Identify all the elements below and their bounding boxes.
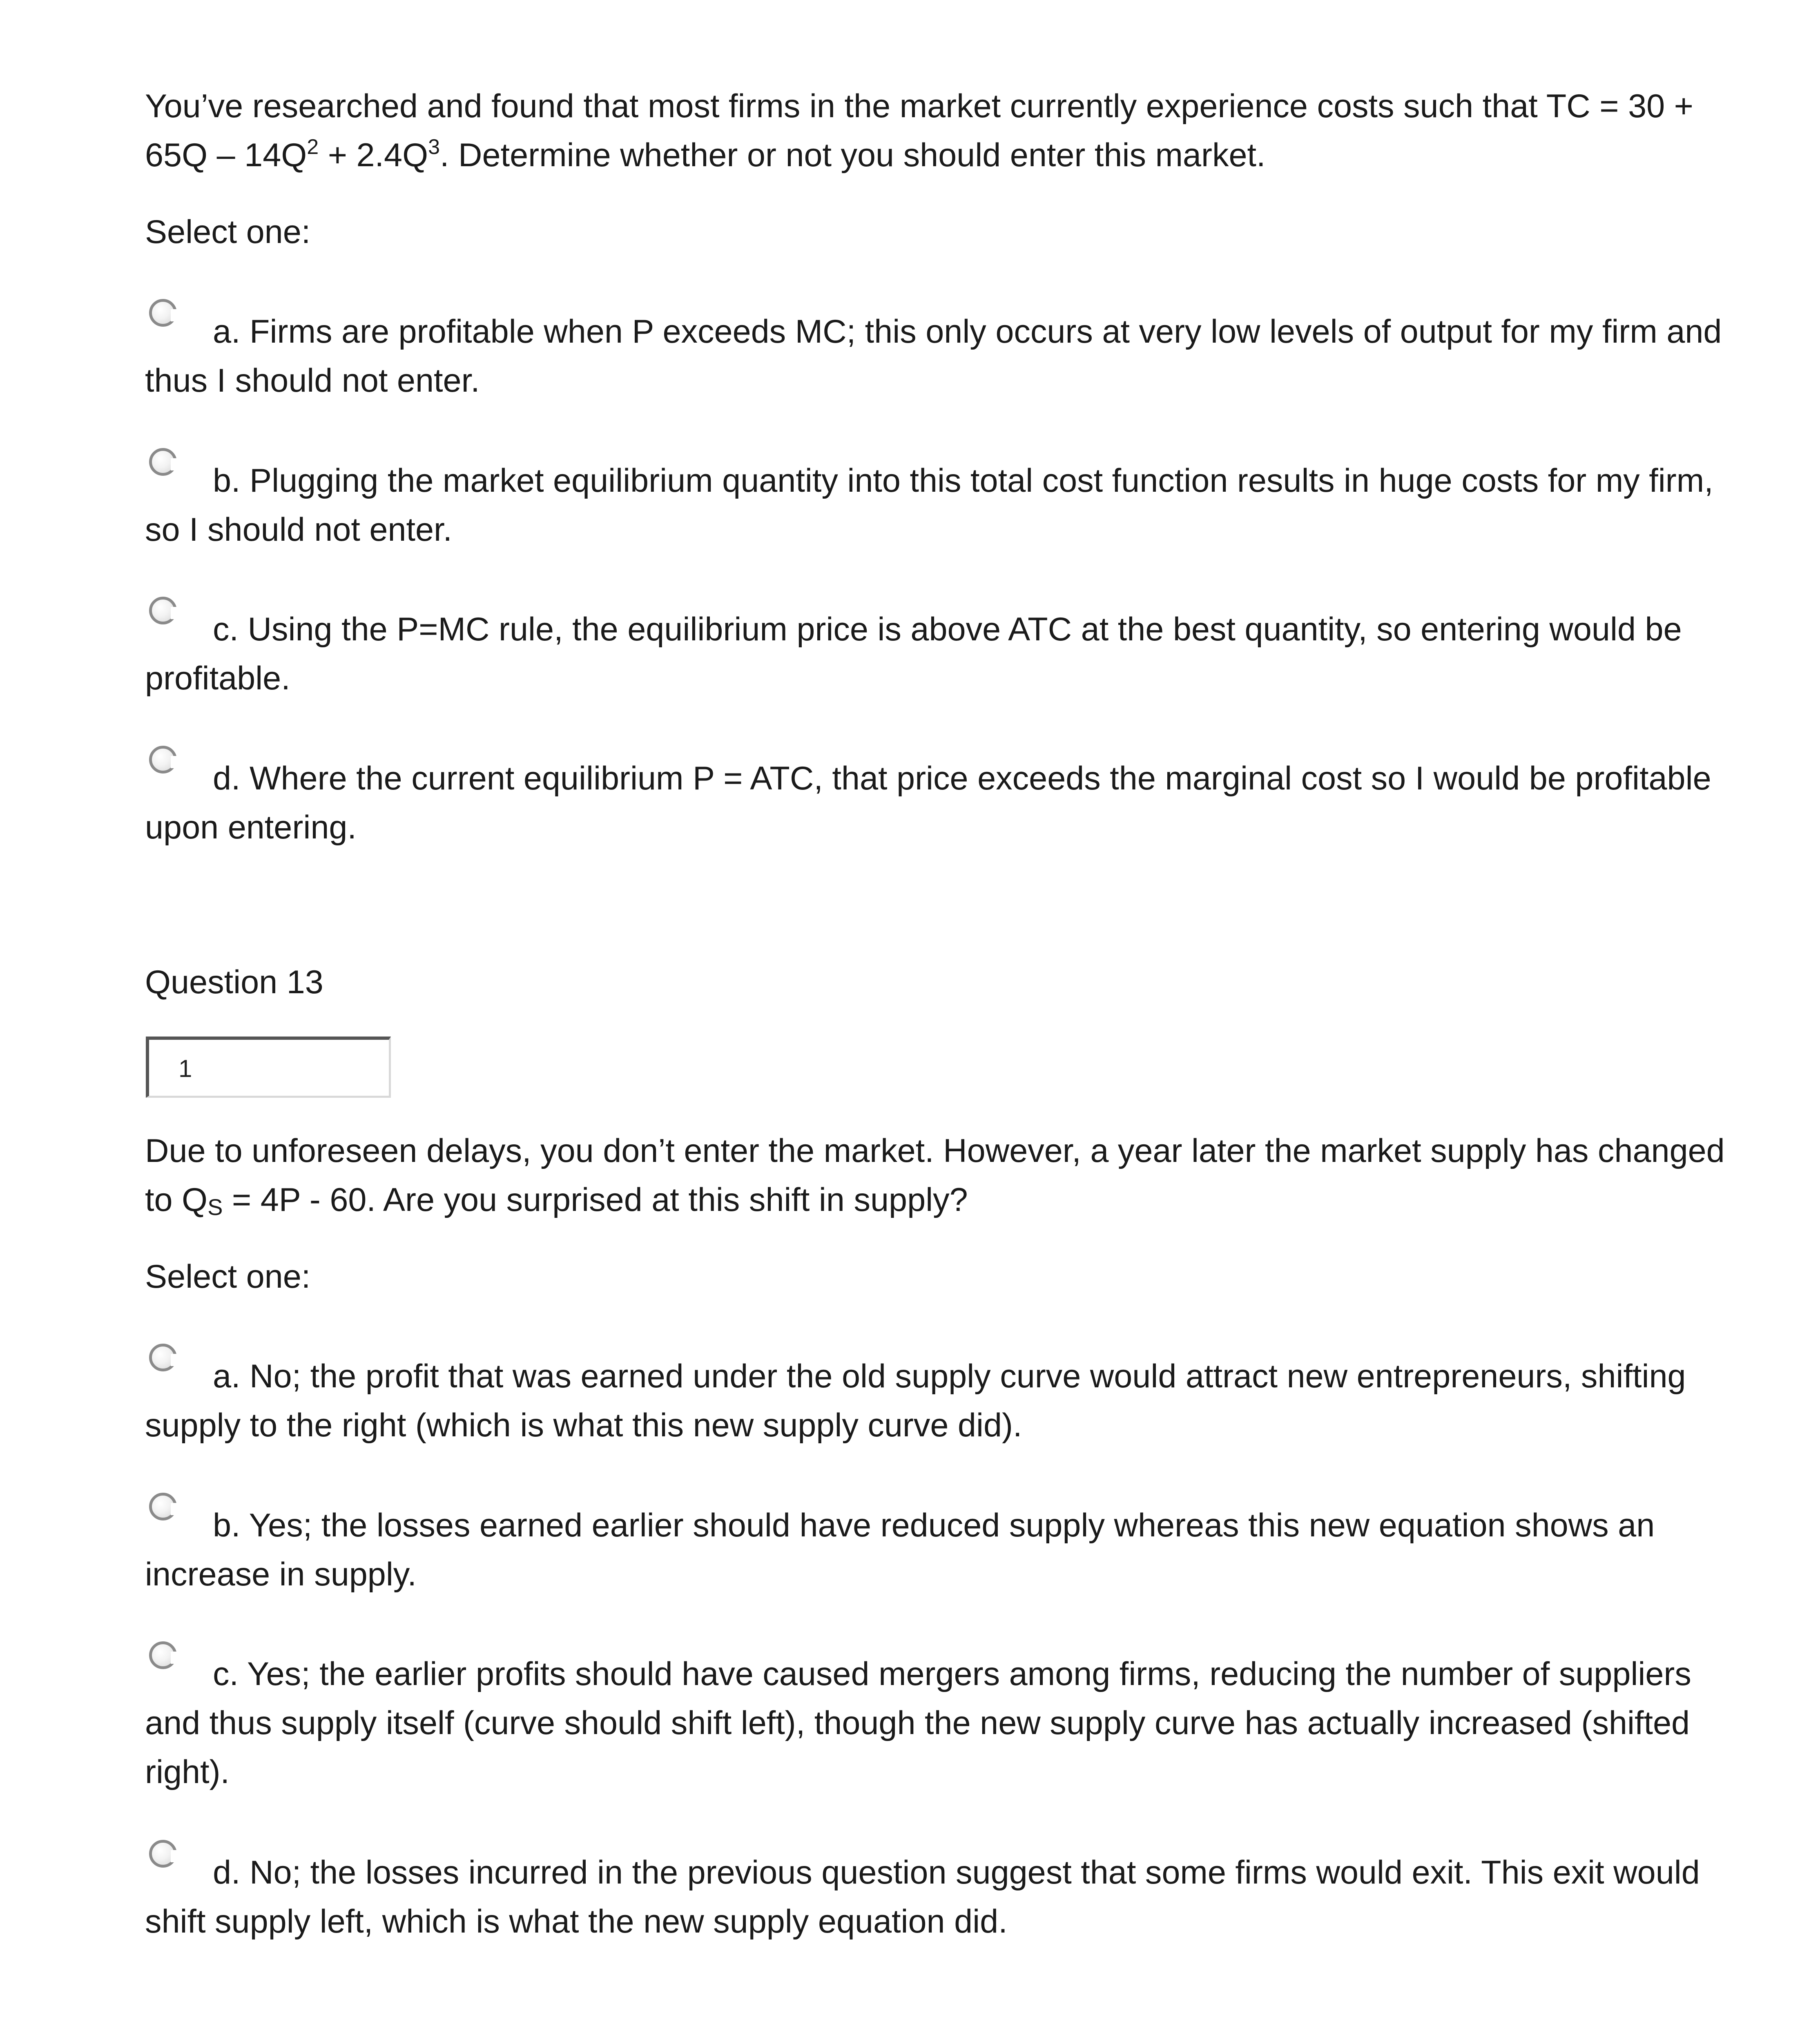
q13-option-a-text[interactable]: a. No; the profit that was earned under the old supply curve would attract new entrepreneurs, shifting supply to the right (which is what this new supply curve did). bbox=[145, 1358, 1686, 1444]
question-13-select-label: Select one: bbox=[145, 1258, 311, 1295]
question-13-answer-box[interactable] bbox=[146, 1037, 391, 1098]
question-12-select-label: Select one: bbox=[145, 214, 311, 250]
q12-option-a-text[interactable]: a. Firms are profitable when P exceeds MC; this only occurs at very low levels of output for my firm and thus I should not enter. bbox=[145, 313, 1722, 399]
q12-option-c-text[interactable]: c. Using the P=MC rule, the equilibrium price is above ATC at the best quantity, so entering would be profitable. bbox=[145, 611, 1682, 697]
question-12-prompt: You’ve researched and found that most firms in the market currently experience costs such that TC = $30 + 65Q - 14Q^2 + 2.4Q^3$. Determine whether or not you should enter this market. bbox=[145, 88, 1693, 174]
q13-option-d-text[interactable]: d. No; the losses incurred in the previous question suggest that some firms would exit. This exit would shift supply left, which is what the new supply equation did. bbox=[145, 1854, 1700, 1940]
q13-option-b-text[interactable]: b. Yes; the losses earned earlier should have reduced supply whereas this new equation shows an increase in supply. bbox=[145, 1507, 1655, 1593]
question-13-answer-value: 1 bbox=[178, 1055, 192, 1082]
q13-option-c-text[interactable]: c. Yes; the earlier profits should have caused mergers among firms, reducing the number of suppliers and thus supply itself (curve should shift left), though the new supply curve has actually increased (shifted right). bbox=[145, 1656, 1691, 1790]
question-13-heading: Question 13 bbox=[145, 964, 323, 1001]
q12-option-d-text[interactable]: d. Where the current equilibrium P = ATC, that price exceeds the marginal cost so I would be profitable upon entering. bbox=[145, 760, 1711, 846]
question-13-prompt: Due to unforeseen delays, you don’t enter the market. However, a year later the market supply has changed to QS = 4P - 60. Are you surprised at this shift in supply? bbox=[145, 1132, 1725, 1220]
q12-option-b-text[interactable]: b. Plugging the market equilibrium quantity into this total cost function results in huge costs for my firm, so I should not enter. bbox=[145, 462, 1713, 548]
